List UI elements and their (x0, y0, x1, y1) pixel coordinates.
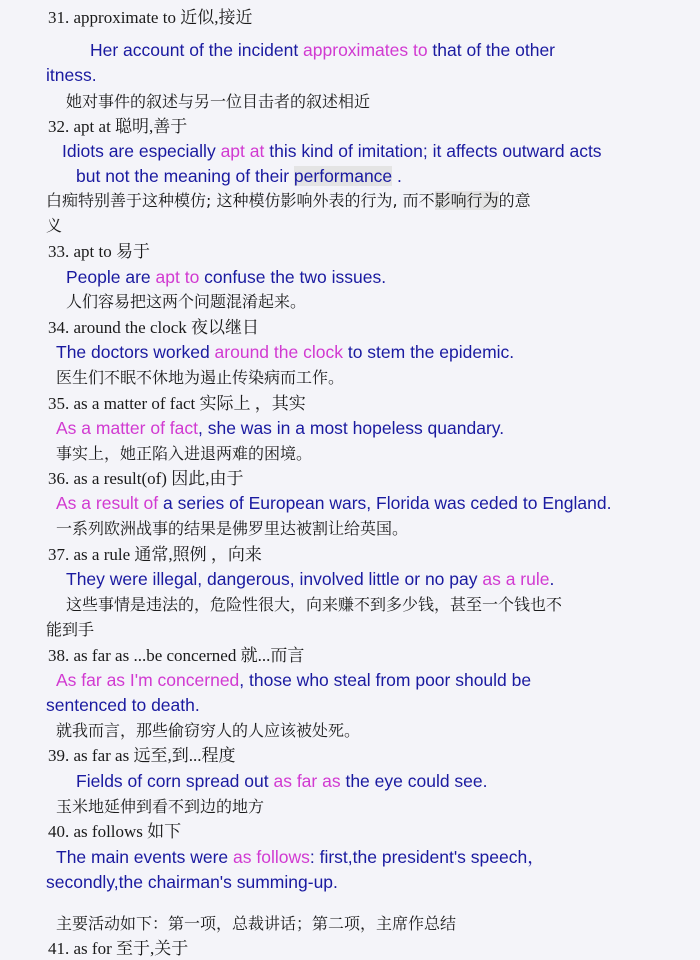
entry-32-example-cont: but not the meaning of their performance . (76, 166, 402, 186)
entry-33-heading: 33. apt to 易于 (48, 242, 150, 261)
entry-40-example-cont: secondly,the chairman's summing-up. (46, 872, 338, 892)
entry-31-phrase: approximates to (303, 40, 428, 60)
entry-41-heading-cutoff: 41. as for 至于,关于 (48, 939, 189, 958)
entry-38-phrase: As far as I'm concerned (56, 670, 240, 690)
entry-39-translation: 玉米地延伸到看不到边的地方 (56, 797, 265, 816)
entry-40-phrase: as follows (233, 847, 310, 867)
entry-36-phrase: As a result of (56, 493, 159, 513)
entry-40-example: The main events were as follows: first,the president's speech， (56, 847, 545, 867)
entry-34-phrase: around the clock (214, 342, 343, 362)
entry-39-example: Fields of corn spread out as far as the eye could see. (76, 771, 488, 791)
entry-38-example-cont: sentenced to death. (46, 695, 200, 715)
entry-34-example: The doctors worked around the clock to stem the epidemic. (56, 342, 515, 362)
entry-40-translation: 主要活动如下：第一项，总裁讲话；第二项，主席作总结 (56, 914, 457, 933)
entry-35-translation: 事实上，她正陷入进退两难的困境。 (56, 444, 313, 463)
entry-32-heading: 32. apt at 聪明,善于 (48, 117, 188, 136)
entry-39-heading: 39. as far as 远至,到...程度 (48, 746, 236, 765)
entry-34-heading: 34. around the clock 夜以继日 (48, 318, 260, 337)
entry-35-phrase: As a matter of fact (56, 418, 198, 438)
entry-31-heading: 31. approximate to 近似,接近 (48, 8, 253, 27)
entry-31-example-cont: itness. (46, 65, 97, 85)
entry-34-translation: 医生们不眠不休地为遏止传染病而工作。 (56, 368, 345, 387)
entry-40-heading: 40. as follows 如下 (48, 822, 182, 841)
entry-36-example: As a result of a series of European wars, Florida was ceded to England. (56, 493, 612, 513)
entry-37-translation-cont: 能到手 (46, 620, 95, 639)
entry-39-phrase: as far as (273, 771, 341, 791)
entry-37-example: They were illegal, dangerous, involved little or no pay as a rule. (66, 569, 555, 589)
entry-35-example: As a matter of fact, she was in a most hopeless quandary. (56, 418, 505, 438)
entry-36-translation: 一系列欧洲战事的结果是佛罗里达被割让给英国。 (56, 519, 409, 538)
entry-38-translation: 就我而言，那些偷窃穷人的人应该被处死。 (56, 721, 361, 740)
entry-36-heading: 36. as a result(of) 因此,由于 (48, 469, 244, 488)
entry-37-heading: 37. as a rule 通常,照例 ，向来 (48, 545, 262, 564)
entry-37-phrase: as a rule (482, 569, 550, 589)
entry-33-translation: 人们容易把这两个问题混淆起来。 (66, 292, 307, 311)
entry-35-heading: 35. as a matter of fact 实际上 ，其实 (48, 394, 306, 413)
entry-33-example: People are apt to confuse the two issues. (66, 267, 387, 287)
entry-32-translation-cont: 义 (46, 216, 63, 235)
entry-32-example: Idiots are especially apt at this kind of imitation; it affects outward acts (62, 141, 602, 161)
entry-37-translation: 这些事情是违法的，危险性很大，向来赚不到多少钱，甚至一个钱也不 (66, 595, 563, 614)
entry-33-phrase: apt to (155, 267, 200, 287)
entry-31-translation: 她对事件的叙述与另一位目击者的叙述相近 (66, 92, 371, 111)
entry-38-example: As far as I'm concerned, those who steal from poor should be (56, 670, 532, 690)
entry-38-heading: 38. as far as ...be concerned 就...而言 (48, 646, 305, 665)
entry-32-phrase: apt at (220, 141, 265, 161)
entry-32-translation: 白痴特别善于这种模仿; 这种模仿影响外表的行为, 而不影响行为的意 (46, 191, 531, 210)
entry-31-example: Her account of the incident approximates to that of the other (90, 40, 556, 60)
